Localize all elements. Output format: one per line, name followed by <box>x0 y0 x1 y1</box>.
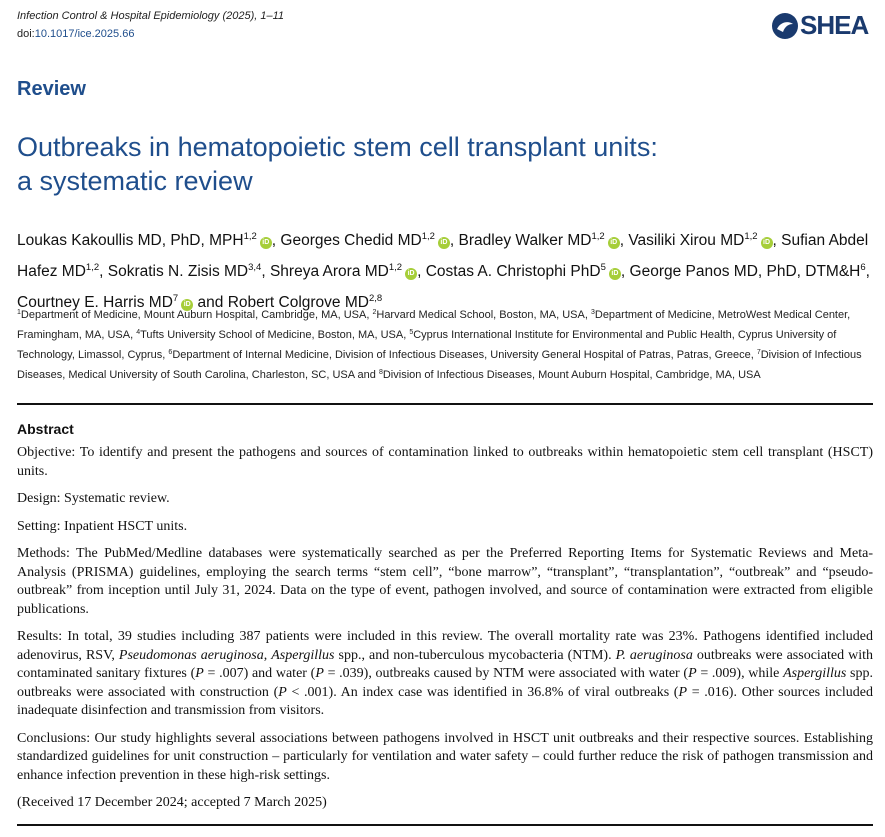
affiliation-text: Cyprus International Institute for Environmental and Public Health, Cyprus University of Technology, Limassol, Cyprus, <box>17 329 837 361</box>
abstract-setting: Setting: Inpatient HSCT units. <box>17 518 188 534</box>
orcid-icon[interactable]: iD <box>260 237 272 249</box>
shea-logo[interactable] <box>771 10 868 41</box>
author-name: Loukas Kakoullis MD, PhD, MPH <box>17 232 244 249</box>
affiliation-marker: 7 <box>756 349 761 356</box>
author-name: George Panos MD, PhD, DTM&H <box>629 263 861 280</box>
results-text-segment: < .001). An index case was identified in 36.8% of viral outbreaks ( <box>286 684 679 700</box>
results-text-segment: Aspergillus <box>271 647 335 663</box>
author-affiliation-marker: 1,2 <box>243 231 257 242</box>
results-text-segment: P <box>195 666 204 681</box>
results-text-segment: Results: In total, 39 studies including 387 patients were included in this review. The overall mortality rate was 23%. Pathogens identified included adenovirus, RSV, <box>17 629 873 663</box>
author-affiliation-marker: 7 <box>172 293 179 304</box>
doi-prefix: doi: <box>17 28 35 40</box>
author-name: Shreya Arora MD <box>269 263 389 280</box>
author-name: Sufian Abdel Hafez MD <box>17 232 869 280</box>
doi-link[interactable]: 10.1017/ice.2025.66 <box>34 28 135 40</box>
author-affiliation-marker: 1,2 <box>388 262 403 273</box>
author-separator: , <box>99 263 108 280</box>
abstract-objective: Objective: To identify and present the pathogens and sources of contamination linked to outbreaks within hematopoietic stem cell transplant (HSCT) units. <box>17 445 873 479</box>
abstract-heading: Abstract <box>17 421 74 437</box>
author-affiliation-marker: 6 <box>860 262 866 273</box>
affiliation-text: Department of Medicine, Mount Auburn Hospital, Cambridge, MA, USA, <box>20 309 373 321</box>
author-name: Costas A. Christophi PhD <box>425 263 601 280</box>
author-name: Vasiliki Xirou MD <box>628 232 745 249</box>
results-text-segment: P <box>688 666 697 681</box>
author <box>108 263 262 280</box>
author <box>628 232 772 249</box>
author-affiliation-marker: 1,2 <box>744 231 758 242</box>
author-separator: , <box>772 232 782 249</box>
author-separator: , <box>620 263 630 280</box>
top-divider <box>17 403 873 405</box>
results-text-segment: spp., and non-tuberculous mycobacteria (NTM). <box>334 647 616 663</box>
affiliation-text: Tufts University School of Medicine, Boston, MA, USA, <box>140 329 410 341</box>
author-separator: , <box>449 232 459 249</box>
affiliation-marker: 6 <box>168 349 173 356</box>
author-name: Sokratis N. Zisis MD <box>107 263 249 280</box>
title-line-2: a systematic review <box>17 166 253 196</box>
author-affiliation-marker: 1,2 <box>591 231 605 242</box>
journal-citation: Infection Control & Hospital Epidemiology (2025), 1–11 <box>17 10 285 22</box>
author-name: Robert Colgrove MD <box>227 294 369 311</box>
author-separator: , <box>865 263 870 280</box>
author-name: Courtney E. Harris MD <box>17 294 173 311</box>
affiliation-text: Division of Infectious Diseases, Mount Auburn Hospital, Cambridge, MA, USA <box>382 369 761 381</box>
results-text-segment: P <box>315 666 324 681</box>
author <box>270 263 417 280</box>
author-name: Bradley Walker MD <box>458 232 592 249</box>
results-text-segment: spp. outbreaks were associated with construction ( <box>17 666 873 700</box>
author-separator: , <box>417 263 426 280</box>
author-separator: and <box>193 294 228 311</box>
results-text-segment: = .016). Other sources included inadequate disinfection and transmission from visitors. <box>17 684 874 718</box>
author <box>280 232 450 249</box>
author-list <box>17 223 877 316</box>
abstract-conclusions: Conclusions: Our study highlights several associations between pathogens involved in HSCT unit outbreaks and their respective sources. Establishing standardized guidelines for unit construction – particularly for ventilation and water safety – could further reduce the risk of pathogen transmission and enhance infection prevention in these high-risk settings. <box>17 730 873 783</box>
received-dates: (Received 17 December 2024; accepted 7 March 2025) <box>17 795 327 810</box>
orcid-icon[interactable]: iD <box>609 268 621 280</box>
affiliation-text: Department of Medicine, MetroWest Medical Center, Framingham, MA, USA, <box>17 309 851 341</box>
affiliation-text: Harvard Medical School, Boston, MA, USA, <box>376 309 591 321</box>
article-type-label: Review <box>17 78 86 100</box>
author <box>426 263 621 280</box>
results-text-segment: P <box>678 684 688 700</box>
results-text-segment: outbreaks were associated with contaminated sanitary fixtures ( <box>17 647 874 681</box>
abstract-methods: Methods: The PubMed/Medline databases were systematically searched as per the Preferred Reporting Items for Systematic Reviews and Meta-Analysis (PRISMA) guidelines, employing the search terms “stem cell”, “bone marrow”, “transplant”, “transplantation”, “outbreak” and “pseudo-outbreak” from inception until July 31, 2024. Data on the type of event, pathogen involved, and source of contamination were extracted from eligible publications. <box>17 546 873 617</box>
orcid-icon[interactable]: iD <box>608 237 620 249</box>
article-title <box>17 130 658 198</box>
title-line-1: Outbreaks in hematopoietic stem cell transplant units: <box>17 132 658 162</box>
bottom-divider <box>17 824 873 826</box>
author-affiliation-marker: 1,2 <box>421 231 435 242</box>
author-affiliation-marker: 2,8 <box>368 293 383 304</box>
results-text-segment: P <box>278 684 287 700</box>
affiliation-marker: 2 <box>372 309 377 316</box>
abstract-body <box>17 444 873 822</box>
author <box>630 263 866 280</box>
results-text-segment: , <box>263 647 272 663</box>
author-affiliation-marker: 1,2 <box>85 262 100 273</box>
orcid-icon[interactable]: iD <box>181 299 193 311</box>
author-separator: , <box>619 232 629 249</box>
affiliation-marker: 8 <box>378 369 383 376</box>
results-text-segment: Pseudomonas aeruginosa <box>118 647 264 663</box>
abstract-results <box>17 628 873 721</box>
affiliation-marker: 3 <box>590 309 595 316</box>
affiliation-marker: 5 <box>409 329 414 336</box>
results-text-segment: P. aeruginosa <box>615 647 693 663</box>
affiliation-marker: 1 <box>17 309 21 316</box>
affiliation-text: Department of Internal Medicine, Division of Infectious Diseases, University General Hospital of Patras, Patras, Greece, <box>172 349 757 361</box>
shea-logo-icon <box>771 12 799 40</box>
author-name: Georges Chedid MD <box>280 232 422 249</box>
author-separator: , <box>271 232 281 249</box>
results-text-segment: = .007) and water ( <box>203 666 316 681</box>
affiliations <box>17 304 875 384</box>
author-affiliation-marker: 5 <box>600 262 606 273</box>
abstract-design: Design: Systematic review. <box>17 491 170 506</box>
results-text-segment: = .009), while <box>696 666 784 681</box>
affiliation-text: Division of Infectious Diseases, Medical University of South Carolina, Charleston, SC, USA and <box>17 349 862 381</box>
doi-line <box>17 28 134 40</box>
author <box>459 232 620 249</box>
orcid-icon[interactable]: iD <box>438 237 450 249</box>
affiliation-marker: 4 <box>136 329 141 336</box>
logo-text: SHEA <box>800 10 869 40</box>
results-text-segment: Aspergillus <box>783 666 847 681</box>
author <box>17 232 272 249</box>
author-separator: , <box>261 263 270 280</box>
orcid-icon[interactable]: iD <box>761 237 773 249</box>
author-affiliation-marker: 3,4 <box>248 262 262 273</box>
orcid-icon[interactable]: iD <box>405 268 417 280</box>
results-text-segment: = .039), outbreaks caused by NTM were associated with water ( <box>323 666 689 681</box>
